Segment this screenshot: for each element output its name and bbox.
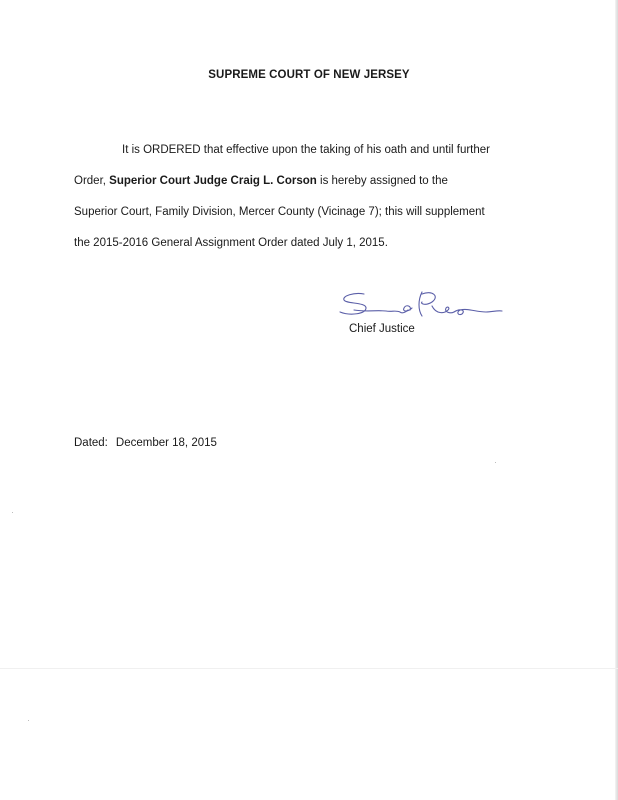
dated-value: December 18, 2015 [115,437,217,449]
order-line-2-prefix: Order, [74,175,110,187]
scan-artifact-line [0,668,618,669]
scan-speck [28,720,29,721]
date-line [74,437,217,449]
scan-speck [495,462,496,463]
order-line-4: the 2015-2016 General Assignment Order dated July 1, 2015. [74,237,388,249]
order-line-1: It is ORDERED that effective upon the taking of his oath and until further [122,144,490,156]
court-heading: SUPREME COURT OF NEW JERSEY [208,69,410,81]
order-line-2-suffix: is hereby assigned to the [316,175,448,187]
dated-label: Dated: [74,437,108,449]
handwritten-signature [336,288,506,328]
scan-speck [12,512,13,513]
order-line-3: Superior Court, Family Division, Mercer County (Vicinage 7); this will supplement [74,206,485,218]
signature-title: Chief Justice [349,323,415,335]
judge-name: Superior Court Judge Craig L. Corson [109,175,317,187]
order-line-2 [74,166,554,197]
order-body [74,135,554,259]
